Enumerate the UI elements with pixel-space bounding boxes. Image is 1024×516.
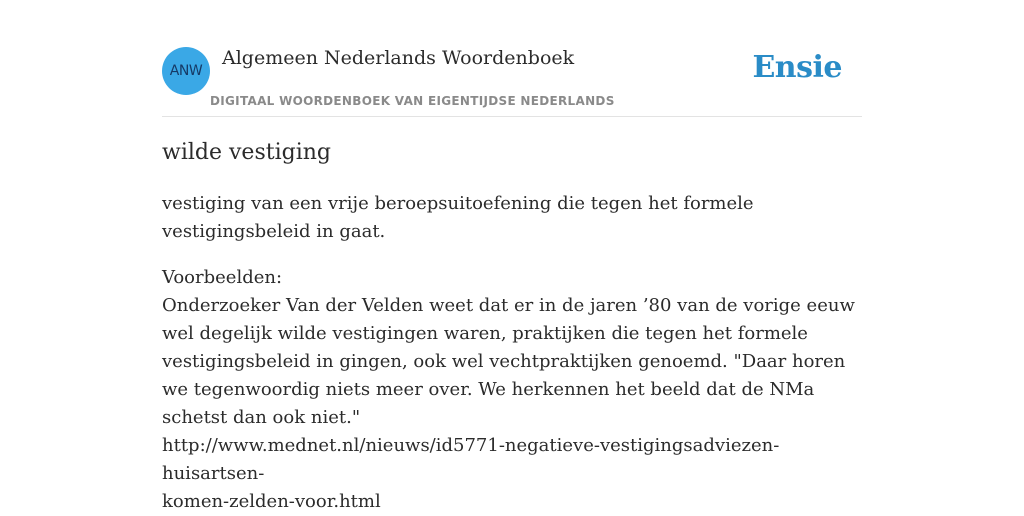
example-source-line-2: komen-zelden-voor.html: [162, 491, 381, 512]
examples-label: Voorbeelden:: [162, 267, 283, 288]
site-header: [162, 44, 862, 117]
example-source-line-1: http://www.mednet.nl/nieuws/id5771-negatieve-vestigingsadviezen-huisartsen-: [162, 435, 780, 484]
site-title[interactable]: Algemeen Nederlands Woordenboek: [222, 47, 575, 69]
site-subtitle: DIGITAAL WOORDENBOEK VAN EIGENTIJDSE NEDERLANDS: [210, 94, 615, 108]
example-quote: Onderzoeker Van der Velden weet dat er in de jaren ’80 van de vorige eeuw wel degelijk wilde vestigingen waren, praktijken die tegen het formele vestigingsbeleid in gingen, ook wel vechtpraktijken genoemd. "Daar horen we tegenwoordig niets meer over. We herkennen het beeld dat de NMa schetst dan ook niet.": [162, 295, 855, 428]
entry-content: [162, 136, 862, 516]
entry-title: wilde vestiging: [162, 140, 331, 165]
anw-logo[interactable]: ANW: [162, 47, 210, 95]
ensie-brand-link[interactable]: Ensie: [752, 50, 842, 85]
entry-definition: vestiging van een vrije beroepsuitoefening die tegen het formele vestigingsbeleid in gaat.: [162, 193, 754, 242]
examples-section: [162, 264, 862, 516]
